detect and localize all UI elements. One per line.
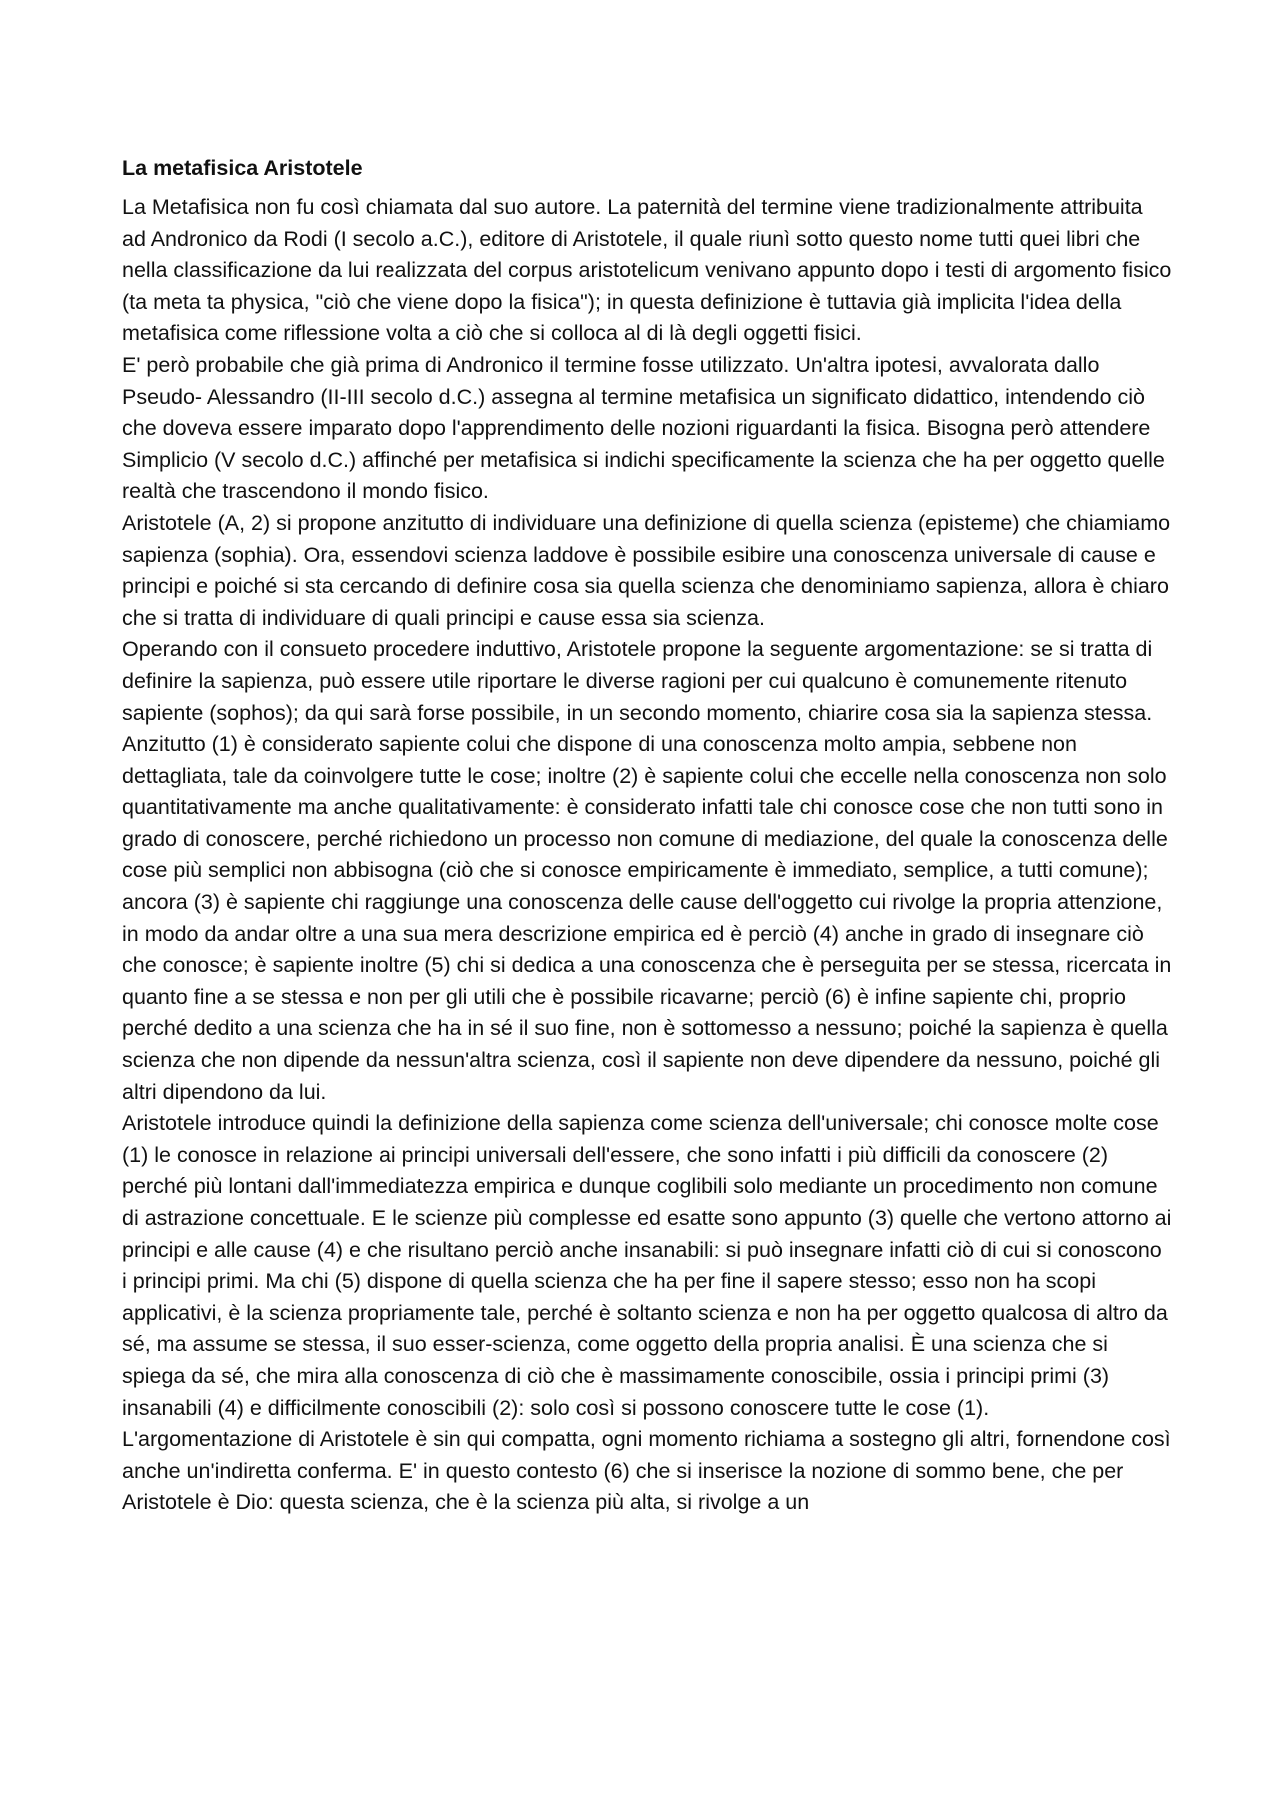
paragraph-6: L'argomentazione di Aristotele è sin qui compatta, ogni momento richiama a sostegno gli altri, fornendone così anche un'indiretta conferma. E' in questo contesto (6) che si inserisce la nozione di sommo bene, che per Aristotele è Dio: questa scienza, che è la scienza più alta, si rivolge a un (122, 1427, 1171, 1515)
document-title: La metafisica Aristotele (122, 156, 363, 180)
paragraph-2: E' però probabile che già prima di Andronico il termine fosse utilizzato. Un'altra ipotesi, avvalorata dallo Pseudo- Alessandro (II-III secolo d.C.) assegna al termine metafisica un significato didattico, intendendo ciò che doveva essere imparato dopo l'apprendimento delle nozioni riguardanti la fisica. Bisogna però attendere Simplicio (V secolo d.C.) affinché per metafisica si indichi specificamente la scienza che ha per oggetto quelle realtà che trascendono il mondo fisico. (122, 352, 1165, 504)
paragraph-5: Aristotele introduce quindi la definizione della sapienza come scienza dell'universale; chi conosce molte cose (1) le conosce in relazione ai principi universali dell'essere, che sono infatti i più difficili da conoscere (2) perché più lontani dall'immediatezza empirica e dunque coglibili solo mediante un procedimento non comune di astrazione concettuale. E le scienze più complesse ed esatte sono appunto (3) quelle che vertono attorno ai principi e alle cause (4) e che risultano perciò anche insanabili: si può insegnare infatti ciò di cui si conoscono i principi primi. Ma chi (5) dispone di quella scienza che ha per fine il sapere stesso; esso non ha scopi applicativi, è la scienza propriamente tale, perché è soltanto scienza e non ha per oggetto qualcosa di altro da sé, ma assume se stessa, il suo esser-scienza, come oggetto della propria analisi. È una scienza che si spiega da sé, che mira alla conoscenza di ciò che è massimamente conoscibile, ossia i principi primi (3) insanabili (4) e difficilmente conoscibili (2): solo così si possono conoscere tutte le cose (1). (122, 1111, 1172, 1420)
paragraph-3: Aristotele (A, 2) si propone anzitutto di individuare una definizione di quella scienza (episteme) che chiamiamo sapienza (sophia). Ora, essendovi scienza laddove è possibile esibire una conoscenza universale di cause e principi e poiché si sta cercando di definire cosa sia quella scienza che denominiamo sapienza, allora è chiaro che si tratta di individuare di quali principi e cause essa sia scienza. (122, 510, 1171, 630)
paragraph-4: Operando con il consueto procedere induttivo, Aristotele propone la seguente argomentazione: se si tratta di definire la sapienza, può essere utile riportare le diverse ragioni per cui qualcuno è comunemente ritenuto sapiente (sophos); da qui sarà forse possibile, in un secondo momento, chiarire cosa sia la sapienza stessa. Anzitutto (1) è considerato sapiente colui che dispone di una conoscenza molto ampia, sebbene non dettagliata, tale da coinvolgere tutte le cose; inoltre (2) è sapiente colui che eccelle nella conoscenza non solo quantitativamente ma anche qualitativamente: è considerato infatti tale chi conosce cose che non tutti sono in grado di conoscere, perché richiedono un processo non comune di mediazione, del quale la conoscenza delle cose più semplici non abbisogna (ciò che si conosce empiricamente è immediato, semplice, a tutti comune); ancora (3) è sapiente chi raggiunge una conoscenza delle cause dell'oggetto cui rivolge la propria attenzione, in modo da andar oltre a una sua mera descrizione empirica ed è perciò (4) anche in grado di insegnare ciò che conosce; è sapiente inoltre (5) chi si dedica a una conoscenza che è perseguita per se stessa, ricercata in quanto fine a se stessa e non per gli utili che è possibile ricavarne; perciò (6) è infine sapiente chi, proprio perché dedito a una scienza che ha in sé il suo fine, non è sottomesso a nessuno; poiché la sapienza è quella scienza che non dipende da nessun'altra scienza, così il sapiente non deve dipendere da nessuno, poiché gli altri dipendono da lui. (122, 637, 1172, 1104)
paragraph-1: La Metafisica non fu così chiamata dal suo autore. La paternità del termine viene tradizionalmente attribuita ad Andronico da Rodi (I secolo a.C.), editore di Aristotele, il quale riunì sotto questo nome tutti quei libri che nella classificazione da lui realizzata del corpus aristotelicum venivano appunto dopo i testi di argomento fisico (ta meta ta physica, "ciò che viene dopo la fisica"); in questa definizione è tuttavia già implicita l'idea della metafisica come riflessione volta a ciò che si colloca al di là degli oggetti fisici. (122, 195, 1172, 346)
document-page (122, 152, 1172, 1519)
